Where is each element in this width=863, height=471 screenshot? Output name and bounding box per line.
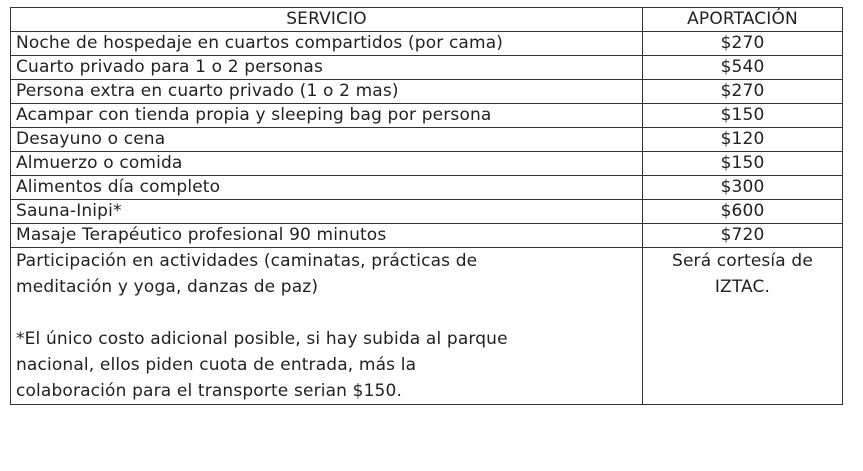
activities-line: meditación y yoga, danzas de paz) [16,277,319,297]
services-price-table [10,7,843,405]
price-cell: $300 [643,176,843,200]
table-row [11,80,843,104]
service-cell: Noche de hospedaje en cuartos compartidos (por cama) [11,32,643,56]
price-cell: $120 [643,128,843,152]
price-cell: $270 [643,80,843,104]
table-row [11,128,843,152]
service-cell: Masaje Terapéutico profesional 90 minutos [11,224,643,248]
price-cell: $150 [643,152,843,176]
note-line: *El único costo adicional posible, si hay subida al parque [16,329,508,349]
price-cell: $720 [643,224,843,248]
table-row [11,32,843,56]
table-row [11,224,843,248]
table-row [11,104,843,128]
service-cell: Almuerzo o comida [11,152,643,176]
price-line: Será cortesía de [672,251,813,271]
price-cell: $540 [643,56,843,80]
table-row [11,176,843,200]
table-row [11,56,843,80]
note-line: nacional, ellos piden cuota de entrada, más la [16,355,417,375]
service-cell: Cuarto privado para 1 o 2 personas [11,56,643,80]
service-cell: Acampar con tienda propia y sleeping bag por persona [11,104,643,128]
price-cell: $600 [643,200,843,224]
price-cell: $150 [643,104,843,128]
price-line: IZTAC. [714,277,771,297]
header-price: APORTACIÓN [643,8,843,32]
table-header-row [11,8,843,32]
activities-line: Participación en actividades (caminatas, prácticas de [16,251,478,271]
note-line: colaboración para el transporte serian $150. [16,381,403,401]
service-cell: Alimentos día completo [11,176,643,200]
activities-service-cell [11,248,643,405]
service-cell: Sauna-Inipi* [11,200,643,224]
spacer [16,300,637,326]
header-service: SERVICIO [11,8,643,32]
price-cell: $270 [643,32,843,56]
table-row [11,152,843,176]
table-row [11,200,843,224]
table-row-activities [11,248,843,405]
service-cell: Persona extra en cuarto privado (1 o 2 mas) [11,80,643,104]
service-cell: Desayuno o cena [11,128,643,152]
activities-price-cell [643,248,843,405]
